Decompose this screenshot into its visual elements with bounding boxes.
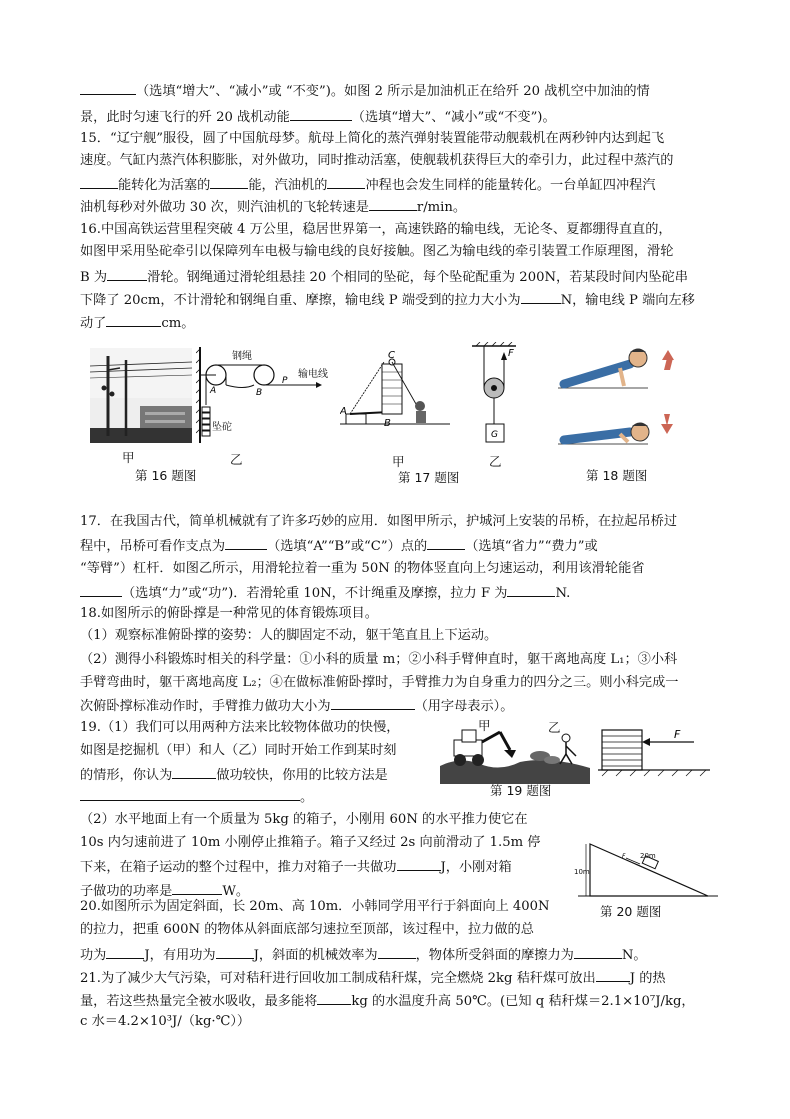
q15-text4a: 油机每秒对外做功 30 次，则汽油机的飞轮转速是 xyxy=(80,200,369,215)
q15-line1: 15．“辽宁舰”服役，圆了中国航母梦。航母上简化的蒸汽弹射装置能带动舰载机在两秒钟内达到起飞 xyxy=(80,131,665,146)
svg-text:F: F xyxy=(622,853,626,860)
fig16-label-yi: 乙 xyxy=(230,452,243,467)
q21-text2b: kg 的水温度升高 50℃。(已知 q 秸秆煤＝2.1×10⁷J/kg， xyxy=(351,994,695,1009)
fig17-label-jia: 甲 xyxy=(392,454,405,469)
q16-line1: 16.中国高铁运营里程突破 4 万公里，稳居世界第一，高速铁路的输电线，无论冬、夏都绷得直直的， xyxy=(80,222,672,237)
fig20-incline xyxy=(578,840,718,900)
q15-line3 xyxy=(80,174,720,196)
fig20-caption: 第 20 题图 xyxy=(600,904,662,919)
q14-line2 xyxy=(80,106,720,128)
q16-line2: 如图甲采用坠砣牵引以保障列车电极与输电线的良好接触。图乙为输电线的牵引装置工作原理图，滑轮 xyxy=(80,244,674,259)
q14-text2b: （选填“增大”、“减小”或“不变”)。 xyxy=(351,110,556,125)
svg-text:F: F xyxy=(674,728,681,741)
fig17-label-yi: 乙 xyxy=(489,454,502,469)
svg-text:P: P xyxy=(282,376,288,386)
fig16-caption: 第 16 题图 xyxy=(135,468,197,483)
q18-line4: 手臂弯曲时，躯干离地高度 L₂；④在做标准俯卧撑时，手臂推力为自身重力的四分之三。则小科完成一 xyxy=(80,675,679,690)
q20-line3 xyxy=(80,944,720,966)
q16-text5b: cm。 xyxy=(161,316,195,331)
fig20-incline-svg xyxy=(578,840,718,900)
q16-text4b: N，输电线 P 端向左移 xyxy=(560,293,695,308)
q18-text5a: 次俯卧撑标准动作时，手臂推力做功大小为 xyxy=(80,699,331,714)
q15-line4 xyxy=(80,196,720,218)
fig19-excavator xyxy=(440,716,590,784)
q16-line4 xyxy=(80,289,720,311)
q19-line6: 10s 内匀速前进了 10m 小刚停止推箱子。箱子又经过 2s 向前滑动了 1.5m 停 xyxy=(80,835,541,850)
q19-text7a: 下来，在箱子运动的整个过程中，推力对箱子一共做功 xyxy=(80,860,397,875)
answer-blank[interactable] xyxy=(369,196,417,211)
fig20-length-label: 20m xyxy=(640,852,656,860)
svg-text:A: A xyxy=(340,406,347,417)
q17-line4 xyxy=(80,582,720,604)
answer-blank[interactable] xyxy=(574,944,622,959)
q16-line5 xyxy=(80,312,720,334)
q14-text1: （选填“增大”、“减小”或 “不变”)。如图 2 所示是加油机正在给歼 20 战机空中加油的情 xyxy=(136,84,650,99)
q16-text5a: 动了 xyxy=(80,316,107,331)
fig16-label-zhuituo: 坠砣 xyxy=(212,422,232,433)
svg-text:C: C xyxy=(388,350,395,361)
answer-blank[interactable] xyxy=(290,106,352,121)
q21-line1 xyxy=(80,967,720,989)
answer-blank[interactable] xyxy=(80,582,122,597)
answer-blank[interactable] xyxy=(225,535,267,550)
answer-blank[interactable] xyxy=(172,764,216,779)
answer-blank[interactable] xyxy=(317,990,351,1005)
fig19-box-svg xyxy=(598,724,710,780)
fig17-pulley-svg xyxy=(470,342,526,446)
q16-text4a: 下降了 20cm，不计滑轮和钢绳自重、摩擦，输电线 P 端受到的拉力大小为 xyxy=(80,293,521,308)
q15-text3c: 冲程也会发生同样的能量转化。一台单缸四冲程汽 xyxy=(365,178,656,193)
svg-text:B: B xyxy=(256,388,263,398)
answer-blank[interactable] xyxy=(521,289,561,304)
q18-line1: 18.如图所示的俯卧撑是一种常见的体育锻炼项目。 xyxy=(80,606,378,621)
q19-line2: 如图是挖掘机（甲）和人（乙）同时开始工作到某时刻 xyxy=(80,743,397,758)
answer-blank[interactable] xyxy=(397,856,441,871)
answer-blank[interactable] xyxy=(331,695,415,710)
svg-text:B: B xyxy=(384,418,391,429)
fig17-drawbridge-svg xyxy=(340,350,450,430)
fig18-pushups-svg xyxy=(558,340,688,452)
q18-line3: （2）测得小科锻炼时相关的科学量：①小科的质量 m；②小科手臂伸直时，躯干离地高度 L₁；③小科 xyxy=(80,652,678,667)
fig18-caption: 第 18 题图 xyxy=(586,468,648,483)
answer-blank[interactable] xyxy=(210,174,248,189)
q19-line5: （2）水平地面上有一个质量为 5kg 的箱子，小刚用 60N 的水平推力使它在 xyxy=(80,812,528,827)
fig19-box xyxy=(598,724,710,780)
fig19-caption: 第 19 题图 xyxy=(490,783,552,798)
q16-text3a: B 为 xyxy=(80,270,108,285)
q19-text7b: J，小刚对箱 xyxy=(440,860,512,875)
q21-text1a: 21.为了减少大气污染，可对秸秆进行回收加工制成秸秆煤，完全燃烧 2kg 秸秆煤可放出 xyxy=(80,971,596,986)
q20-text3e: N。 xyxy=(621,948,647,963)
answer-blank[interactable] xyxy=(172,880,222,895)
answer-blank[interactable] xyxy=(216,944,254,959)
fig16-photo-svg xyxy=(90,348,192,443)
svg-text:G: G xyxy=(491,430,498,440)
q20-text3b: J，有用功为 xyxy=(144,948,216,963)
q19-text8a: 子做功的功率是 xyxy=(80,884,173,899)
answer-blank[interactable] xyxy=(327,174,365,189)
fig19-excavator-svg xyxy=(440,716,590,784)
svg-text:F: F xyxy=(508,348,514,359)
q17-text2a: 程中，吊桥可看作支点为 xyxy=(80,539,226,554)
answer-blank[interactable] xyxy=(378,944,416,959)
q17-text2c: （选填“省力”“费力”或 xyxy=(465,539,598,554)
q15-text3b: 能，汽油机的 xyxy=(248,178,328,193)
answer-blank[interactable] xyxy=(106,944,144,959)
fig16-label-gangsheng: 钢绳 xyxy=(232,351,252,362)
fig18-pushups xyxy=(558,340,688,452)
q15-line2: 速度。气缸内蒸汽体积膨胀，对外做功，同时推动活塞，使舰载机获得巨大的牵引力，此过程中蒸汽的 xyxy=(80,153,674,168)
q19-line1: 19.（1）我们可以用两种方法来比较物体做功的快慢， xyxy=(80,720,400,735)
answer-blank[interactable] xyxy=(80,786,300,801)
q20-line2: 的拉力，把重 600N 的物体从斜面底部匀速拉至顶部，该过程中，拉力做的总 xyxy=(80,922,534,937)
q15-text4b: r/min。 xyxy=(416,200,467,215)
q20-line1: 20.如图所示为固定斜面，长 20m、高 10m．小韩同学用平行于斜面向上 400N xyxy=(80,899,550,914)
q14-text2a: 景，此时匀速飞行的歼 20 战机动能 xyxy=(80,110,290,125)
answer-blank[interactable] xyxy=(106,312,161,327)
q19-line7 xyxy=(80,856,550,878)
answer-blank[interactable] xyxy=(107,266,147,281)
fig16-label-jia: 甲 xyxy=(122,450,135,465)
q19-text8b: W。 xyxy=(222,884,250,899)
fig19-label-jia: 甲 xyxy=(478,718,491,733)
q19-text3b: 做功较快，你用的比较方法是 xyxy=(216,768,388,783)
q18-line2: （1）观察标准俯卧撑的姿势：人的脚固定不动，躯干笔直且上下运动。 xyxy=(80,628,498,643)
q20-text3d: ，物体所受斜面的摩擦力为 xyxy=(415,948,574,963)
q14-line1 xyxy=(80,80,720,102)
fig17-drawbridge xyxy=(340,350,450,430)
q17-text4a: （选填“力”或“功”)．若滑轮重 10N，不计绳重及摩擦，拉力 F 为 xyxy=(122,586,508,601)
q15-text3a: 能转化为活塞的 xyxy=(118,178,211,193)
fig20-height-label: 10m xyxy=(574,868,590,876)
answer-blank[interactable] xyxy=(507,582,555,597)
q21-line3: c 水＝4.2×10³J/（kg·℃）） xyxy=(80,1014,251,1029)
fig17-pulley xyxy=(470,342,526,446)
q17-text4b: N. xyxy=(555,586,571,601)
q19-line4 xyxy=(80,786,550,808)
q16-line3 xyxy=(80,266,720,288)
q17-text2b: （选填“A”“B”或“C”）点的 xyxy=(267,539,428,554)
q21-line2 xyxy=(80,990,720,1012)
q19-text3a: 的情形，你认为 xyxy=(80,768,173,783)
q17-line3: “等臂”）杠杆．如图乙所示，用滑轮拉着一重为 50N 的物体竖直向上匀速运动，利用该滑轮能省 xyxy=(80,561,645,576)
answer-blank[interactable] xyxy=(596,967,630,982)
svg-text:A: A xyxy=(210,386,217,396)
q18-text5b: （用字母表示）。 xyxy=(414,699,514,714)
fig17-caption: 第 17 题图 xyxy=(398,470,460,485)
q20-text3a: 功为 xyxy=(80,948,107,963)
fig19-label-yi: 乙 xyxy=(548,720,561,735)
answer-blank[interactable] xyxy=(80,174,118,189)
answer-blank[interactable] xyxy=(427,535,465,550)
q17-line1: 17．在我国古代，简单机械就有了许多巧妙的应用．如图甲所示，护城河上安装的吊桥，在拉起吊桥过 xyxy=(80,514,678,529)
fig16-photo xyxy=(90,348,192,443)
q18-line5 xyxy=(80,695,720,717)
q20-text3c: J，斜面的机械效率为 xyxy=(253,948,378,963)
q21-text2a: 量，若这些热量完全被水吸收，最多能将 xyxy=(80,994,318,1009)
q19-text4: 。 xyxy=(300,790,314,805)
q17-line2 xyxy=(80,535,720,557)
fig16-label-shudianxian: 输电线 xyxy=(298,369,328,380)
q21-text1b: J 的热 xyxy=(629,971,666,986)
q16-text3b: 滑轮。钢绳通过滑轮组悬挂 20 个相同的坠砣，每个坠砣配重为 200N，若某段时间内坠砣串 xyxy=(147,270,688,285)
answer-blank[interactable] xyxy=(80,80,136,95)
